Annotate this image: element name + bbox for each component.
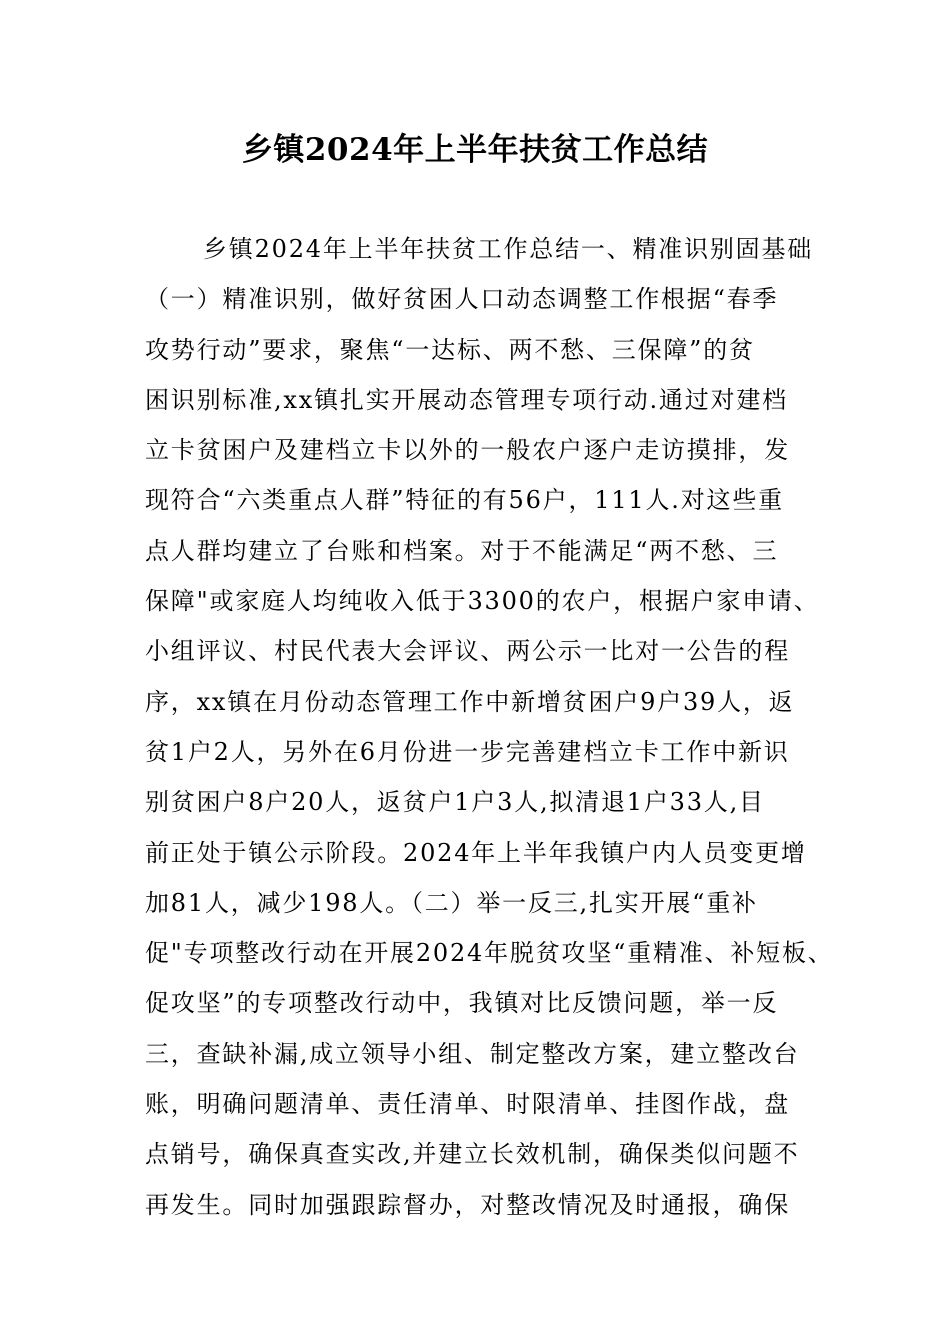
body-line-16: 促攻坚”的专项整改行动中，我镇对比反馈问题，举一反 — [145, 989, 779, 1018]
body-line-6: 现符合“六类重点人群”特征的有56户，111人.对这些重 — [145, 486, 784, 515]
body-line-12: 别贫困户8户20人，返贫户1户3人,拟清退1户33人,目 — [145, 788, 765, 817]
body-line-15: 促"专项整改行动在开展2024年脱贫攻坚“重精准、补短板、 — [145, 939, 834, 968]
body-line-13: 前正处于镇公示阶段。2024年上半年我镇户内人员变更增 — [145, 838, 807, 867]
body-line-2: （一）精准识别，做好贫困人口动态调整工作根据“春季 — [145, 285, 779, 314]
document-body — [145, 224, 845, 1230]
body-line-8: 保障"或家庭人均纯收入低于3300的农户，根据户家申请、 — [145, 587, 820, 616]
body-line-18: 账，明确问题清单、责任清单、时限清单、挂图作战，盘 — [145, 1090, 790, 1119]
body-line-14: 加81人，减少198人。（二）举一反三,扎实开展“重补 — [145, 888, 758, 917]
body-line-10: 序，xx镇在月份动态管理工作中新增贫困户9户39人，返 — [145, 687, 795, 716]
body-line-19: 点销号，确保真查实改,并建立长效机制，确保类似问题不 — [145, 1140, 800, 1169]
body-line-9: 小组评议、村民代表大会评议、两公示一比对一公告的程 — [145, 637, 790, 666]
body-line-5: 立卡贫困户及建档立卡以外的一般农户逐户走访摸排，发 — [145, 436, 790, 465]
body-line-1: 乡镇2024年上半年扶贫工作总结一、精准识别固基础 — [203, 235, 814, 263]
body-line-3: 攻势行动”要求，聚焦“一达标、两不愁、三保障”的贫 — [145, 335, 755, 364]
body-line-17: 三，查缺补漏,成立领导小组、制定整改方案，建立整改台 — [145, 1039, 800, 1068]
body-line-20: 再发生。同时加强跟踪督办，对整改情况及时通报，确保 — [145, 1190, 790, 1219]
document-title: 乡镇2024年上半年扶贫工作总结 — [241, 132, 709, 168]
body-line-7: 点人群均建立了台账和档案。对于不能满足“两不愁、三 — [145, 536, 779, 565]
body-line-11: 贫1户2人，另外在6月份进一步完善建档立卡工作中新识 — [145, 737, 790, 766]
body-line-4: 困识别标准,xx镇扎实开展动态管理专项行动.通过对建档 — [145, 385, 788, 414]
